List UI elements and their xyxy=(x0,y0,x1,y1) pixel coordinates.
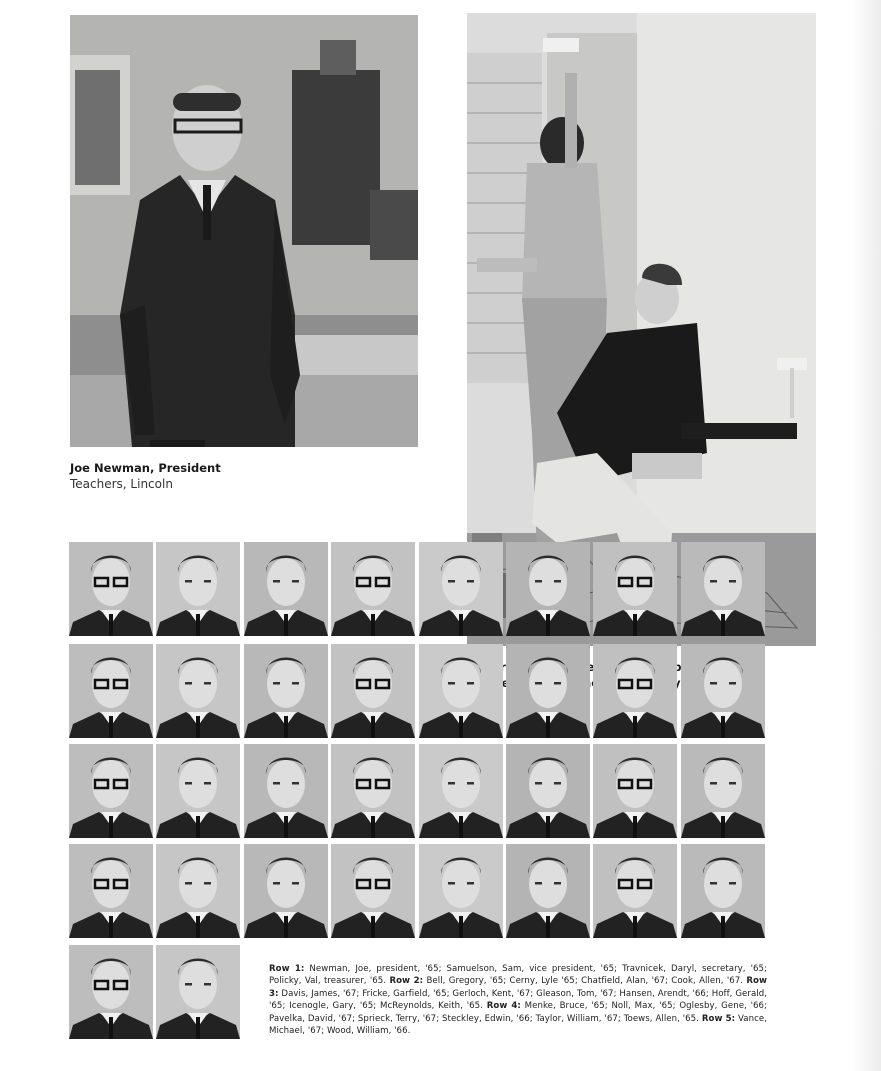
member-portrait xyxy=(681,644,765,738)
member-portrait xyxy=(244,542,328,636)
painters-caption-line-1: Decorating xyxy=(468,660,540,674)
member-portrait xyxy=(244,644,328,738)
member-portrait xyxy=(69,945,153,1039)
member-portrait xyxy=(156,542,240,636)
roster-row-names: Bell, Gregory, '65; Cerny, Lyle '65; Chatfield, Alan, '67; Cook, Allen, '67. xyxy=(423,976,747,987)
member-portrait xyxy=(593,744,677,838)
roster-row-label: Row 5: xyxy=(701,1013,736,1024)
member-portrait xyxy=(331,542,415,636)
roster-row-names: Davis, James, '67; Fricke, Garfield, '65; Gerloch, Kent, '67; Gleason, Tom, '67; Hansen, Arendt, '66; Hoff, Gerald, '65; Icenogle, Gary, '65; McReynolds, Keith, '65. xyxy=(269,988,767,1012)
member-portrait xyxy=(244,844,328,938)
member-portrait xyxy=(681,844,765,938)
member-portrait xyxy=(593,844,677,938)
roster-row-label: Row 3: xyxy=(269,976,768,999)
member-portrait xyxy=(681,542,765,636)
roster-row-names: Vance, Michael, '67; Wood, William, '66. xyxy=(269,1013,768,1037)
member-portrait xyxy=(156,945,240,1039)
roster-row-label: Row 1: xyxy=(269,964,305,974)
member-portrait xyxy=(331,844,415,938)
member-portrait xyxy=(156,744,240,838)
page-edge-shadow xyxy=(851,0,881,1071)
member-portrait xyxy=(69,744,153,838)
member-portrait xyxy=(419,744,503,838)
member-portrait xyxy=(506,744,590,838)
roster-row-names: Menke, Bruce, '65; Noll, Max, '65; Oglesby, Gene, '66; Pavelka, David, '67; Sprieck, Terry, '67; Steckley, Edwin, '66; Taylor, William, '67; Toews, Allen, '65. xyxy=(269,1001,767,1024)
president-caption-detail: Teachers, Lincoln xyxy=(70,477,173,491)
roster-row-label: Row 4: xyxy=(486,1001,521,1012)
member-portrait xyxy=(156,644,240,738)
member-portrait xyxy=(593,542,677,636)
member-portrait xyxy=(156,844,240,938)
member-portrait xyxy=(419,844,503,938)
member-portrait xyxy=(69,644,153,738)
roster-row-label: Row 2: xyxy=(389,976,424,987)
member-portrait xyxy=(244,744,328,838)
member-portrait xyxy=(506,844,590,938)
member-portrait xyxy=(681,744,765,838)
member-portrait xyxy=(419,644,503,738)
member-portrait xyxy=(69,542,153,636)
president-photo xyxy=(70,15,418,447)
member-portrait xyxy=(419,542,503,636)
member-portrait xyxy=(69,844,153,938)
member-portrait xyxy=(593,644,677,738)
member-roster xyxy=(269,963,767,1037)
roster-row-names: Newman, Joe, president, '65; Samuelson, Sam, vice president, '65; Travnicek, Daryl, secretary, '65; Policky, Val, treasurer, '65. xyxy=(269,964,767,987)
member-portrait xyxy=(331,644,415,738)
member-portrait xyxy=(331,744,415,838)
member-portrait xyxy=(506,644,590,738)
member-portrait xyxy=(506,542,590,636)
president-caption-name: Joe Newman, President xyxy=(70,461,221,475)
